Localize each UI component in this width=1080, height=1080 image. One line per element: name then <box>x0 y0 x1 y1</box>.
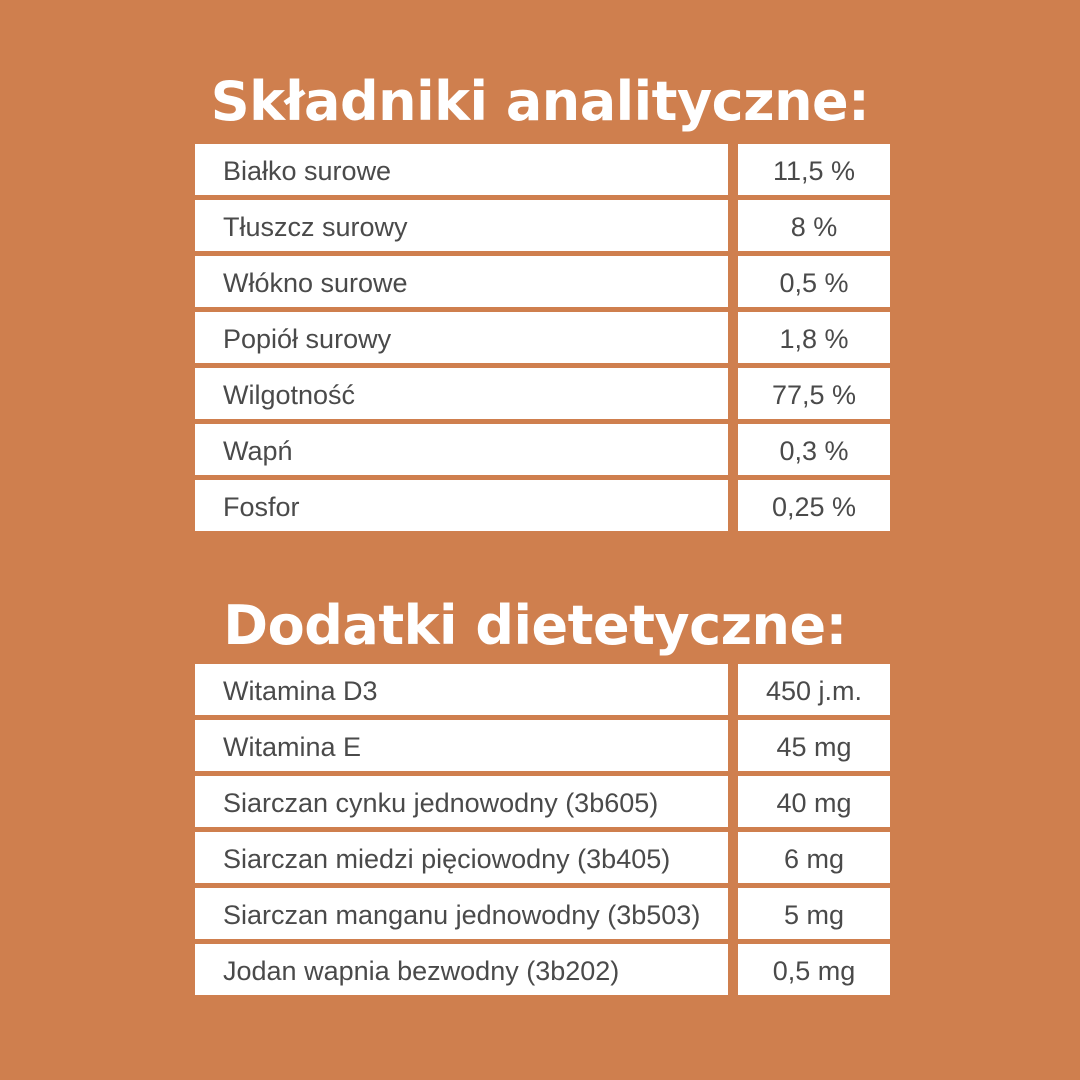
row-label: Siarczan cynku jednowodny (3b605) <box>195 776 728 827</box>
analytical-heading: Składniki analityczne: <box>210 70 870 133</box>
analytical-table <box>195 144 890 536</box>
table-row <box>195 200 890 251</box>
row-label: Siarczan manganu jednowodny (3b503) <box>195 888 728 939</box>
row-label: Jodan wapnia bezwodny (3b202) <box>195 944 728 995</box>
additives-table <box>195 664 890 1000</box>
table-row <box>195 832 890 883</box>
row-label: Fosfor <box>195 480 728 531</box>
row-value: 0,25 % <box>738 480 890 531</box>
row-value: 8 % <box>738 200 890 251</box>
row-label: Wapń <box>195 424 728 475</box>
row-value: 45 mg <box>738 720 890 771</box>
table-row <box>195 888 890 939</box>
row-value: 77,5 % <box>738 368 890 419</box>
row-value: 1,8 % <box>738 312 890 363</box>
table-row <box>195 256 890 307</box>
row-value: 40 mg <box>738 776 890 827</box>
row-label: Witamina D3 <box>195 664 728 715</box>
row-label: Wilgotność <box>195 368 728 419</box>
table-row <box>195 720 890 771</box>
table-row <box>195 664 890 715</box>
row-value: 0,5 mg <box>738 944 890 995</box>
row-label: Białko surowe <box>195 144 728 195</box>
row-value: 450 j.m. <box>738 664 890 715</box>
row-label: Popiół surowy <box>195 312 728 363</box>
table-row <box>195 480 890 531</box>
table-row <box>195 312 890 363</box>
row-label: Włókno surowe <box>195 256 728 307</box>
row-value: 11,5 % <box>738 144 890 195</box>
row-value: 5 mg <box>738 888 890 939</box>
additives-heading: Dodatki dietetyczne: <box>223 594 847 657</box>
row-value: 0,5 % <box>738 256 890 307</box>
table-row <box>195 368 890 419</box>
row-label: Siarczan miedzi pięciowodny (3b405) <box>195 832 728 883</box>
table-row <box>195 424 890 475</box>
row-value: 6 mg <box>738 832 890 883</box>
row-value: 0,3 % <box>738 424 890 475</box>
table-row <box>195 144 890 195</box>
table-row <box>195 776 890 827</box>
table-row <box>195 944 890 995</box>
row-label: Tłuszcz surowy <box>195 200 728 251</box>
row-label: Witamina E <box>195 720 728 771</box>
